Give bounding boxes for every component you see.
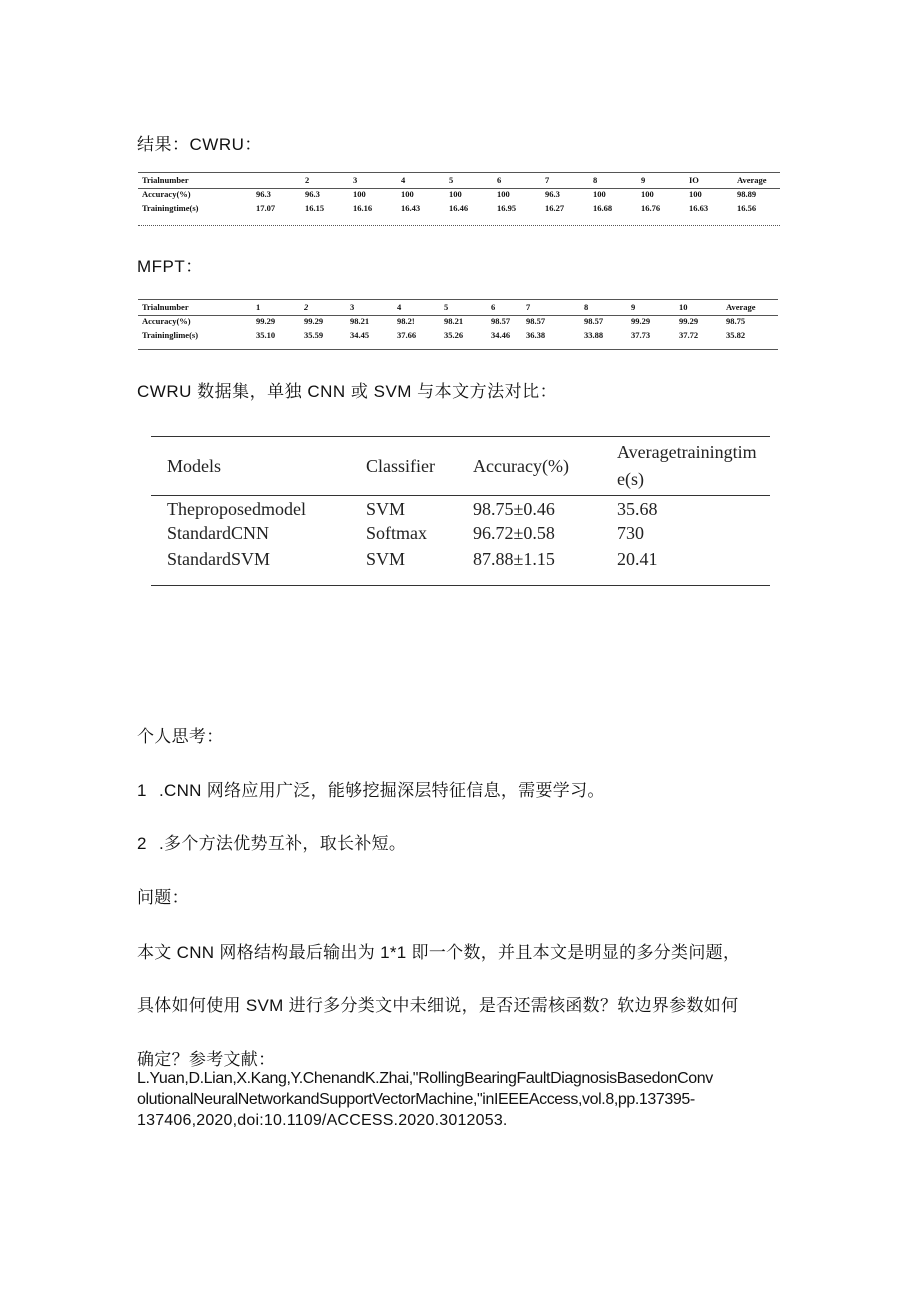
cwru-cell: 16.68 [593,203,613,213]
cwru-cell: 100 [497,189,510,199]
mfpt-header-cell: 9 [631,302,636,312]
reference-line: 137406,2020,doi:10.1109/ACCESS.2020.3012053. [137,1112,508,1129]
mfpt-cell: 99.29 [256,316,276,326]
cwru-header-cell [256,173,305,187]
mfpt-cell: 35.59 [304,330,324,340]
compare-table-mid-rule [151,495,770,496]
cwru-table-bottom-rule [138,225,780,226]
mfpt-cell: 33.88 [584,330,604,340]
compare-row [167,520,770,546]
cwru-cell: 98.89 [737,189,757,199]
mfpt-cell: 36.38 [526,330,546,340]
compare-cell: SVM [366,498,406,519]
thoughts-heading: 个人思考： [137,727,224,746]
thought-number: 2 [137,834,147,853]
cwru-cell: Trainingtime(s) [142,203,199,213]
cwru-header-row [142,173,782,187]
cwru-header-cell: Average [737,175,767,185]
cwru-cell: Accuracy(%) [142,189,191,199]
compare-cell: StandardCNN [167,522,269,543]
cwru-header-cell: 3 [353,175,358,185]
reference-text [137,1068,797,1131]
compare-cell: 98.75±0.46 [473,498,555,519]
compare-header-time-line2: e(s) [617,469,644,489]
cwru-table [142,173,782,215]
mfpt-cell: 98.21 [350,316,370,326]
mfpt-cell: 37.73 [631,330,651,340]
cwru-cell: 16.76 [641,203,661,213]
cwru-cell: 100 [449,189,462,199]
thought-item [137,776,605,801]
mfpt-accuracy-row [142,314,778,328]
mfpt-cell: 34.45 [350,330,370,340]
cwru-header-cell: 4 [401,175,406,185]
mfpt-cell: 99.29 [304,316,324,326]
thought-text: .CNN 网络应用广泛，能够挖掘深层特征信息，需要学习。 [159,781,605,800]
reference-lead: 确定？参考文献： [137,1050,276,1069]
cwru-header-cell: 9 [641,175,646,185]
mfpt-table-bottom-rule [138,349,778,350]
mfpt-header-cell: Trialnumber [142,302,189,312]
mfpt-cell: 98.57 [491,316,511,326]
compare-cell: 87.88±1.15 [473,548,555,569]
cwru-heading: 结果：CWRU： [137,135,262,154]
compare-table-top-rule [151,436,770,437]
compare-table-bottom-rule [151,585,770,586]
compare-cell: 730 [617,522,644,543]
mfpt-cell: 34.46 [491,330,511,340]
compare-cell: StandardSVM [167,548,270,569]
mfpt-header-row [142,300,778,314]
mfpt-header-cell: 6 [491,302,496,312]
mfpt-header-cell: 1 [256,302,261,312]
cwru-header-cell: 6 [497,175,502,185]
mfpt-header-cell: 5 [444,302,449,312]
compare-row [167,546,770,572]
mfpt-cell: 98.2! [397,316,415,326]
cwru-table-mid-rule [138,188,780,189]
cwru-header-cell: Trialnumber [142,175,189,185]
cwru-cell: 16.16 [353,203,373,213]
mfpt-header-cell: 3 [350,302,355,312]
mfpt-table [142,300,778,342]
cwru-header-cell: IO [689,175,699,185]
compare-cell: 96.72±0.58 [473,522,555,543]
mfpt-cell: 37.72 [679,330,699,340]
mfpt-cell: 98.21 [444,316,464,326]
mfpt-cell: 35.26 [444,330,464,340]
cwru-header-cell: 8 [593,175,598,185]
mfpt-cell: 99.29 [679,316,699,326]
cwru-cell: 100 [401,189,414,199]
compare-cell: 35.68 [617,498,658,519]
compare-header-time-line1: Averagetrainingtim [617,442,757,462]
thought-number: 1 [137,781,147,800]
cwru-cell: 100 [641,189,654,199]
cwru-cell: 96.3 [256,189,271,199]
mfpt-header-cell: 2 [304,302,309,312]
compare-cell: Softmax [366,522,427,543]
mfpt-cell: Traininglime(s) [142,330,199,340]
cwru-cell: 16.63 [689,203,709,213]
compare-cell: SVM [366,548,406,569]
mfpt-cell: 98.57 [584,316,604,326]
mfpt-header-cell: 8 [584,302,589,312]
mfpt-header-cell: 7 [526,302,531,312]
mfpt-cell: 98.75 [726,316,746,326]
compare-header-time [617,438,770,494]
compare-cell: Theproposedmodel [167,498,306,519]
question-line: 具体如何使用 SVM 进行多分类文中未细说，是否还需核函数？软边界参数如何 [137,996,739,1015]
compare-header-row [167,438,770,494]
mfpt-cell: 37.66 [397,330,417,340]
mfpt-header-cell: 10 [679,302,688,312]
mfpt-header-cell: 4 [397,302,402,312]
compare-row [167,494,770,520]
mfpt-heading: MFPT： [137,257,203,276]
cwru-cell: 16.27 [545,203,565,213]
cwru-accuracy-row [142,187,782,201]
cwru-time-row [142,201,782,215]
compare-header-classifier: Classifier [366,455,435,476]
cwru-cell: 16.46 [449,203,469,213]
mfpt-cell: 35.10 [256,330,276,340]
compare-table [167,438,770,572]
cwru-cell: 100 [689,189,702,199]
compare-header-models: Models [167,455,221,476]
thought-item [137,829,406,854]
compare-heading: CWRU 数据集，单独 CNN 或 SVM 与本文方法对比： [137,382,558,401]
mfpt-cell: 35.82 [726,330,746,340]
cwru-cell: 96.3 [545,189,560,199]
compare-cell: 20.41 [617,548,658,569]
question-line: 本文 CNN 网格结构最后输出为 1*1 即一个数，并且本文是明显的多分类问题， [137,943,741,962]
cwru-cell: 17.07 [256,203,276,213]
mfpt-cell: 98.57 [526,316,546,326]
cwru-header-cell: 2 [305,175,310,185]
reference-line: olutionalNeuralNetworkandSupportVectorMachine,"inIEEEAccess,vol.8,pp.137395- [137,1091,695,1108]
mfpt-table-mid-rule [138,315,778,316]
cwru-cell: 100 [593,189,606,199]
cwru-cell: 16.15 [305,203,325,213]
cwru-cell: 16.95 [497,203,517,213]
thought-text: .多个方法优势互补，取长补短。 [159,834,407,853]
mfpt-cell: Accuracy(%) [142,316,191,326]
reference-line: L.Yuan,D.Lian,X.Kang,Y.ChenandK.Zhai,"RollingBearingFaultDiagnosisBasedonConv [137,1070,713,1087]
question-heading: 问题： [137,888,189,907]
compare-header-accuracy: Accuracy(%) [473,455,569,476]
cwru-cell: 100 [353,189,366,199]
mfpt-header-cell: Average [726,302,756,312]
mfpt-time-row [142,328,778,342]
cwru-cell: 96.3 [305,189,320,199]
mfpt-cell: 99.29 [631,316,651,326]
cwru-cell: 16.43 [401,203,421,213]
cwru-header-cell: 5 [449,175,454,185]
cwru-header-cell: 7 [545,175,550,185]
cwru-cell: 16.56 [737,203,757,213]
